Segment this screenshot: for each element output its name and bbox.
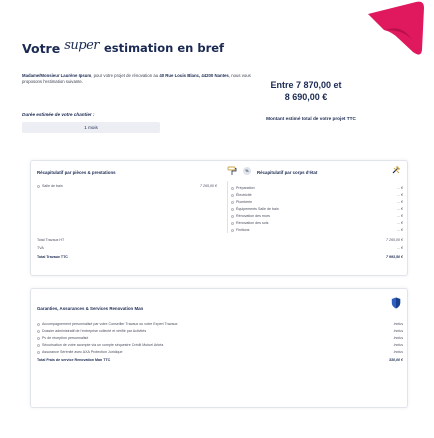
paint-roller-icon xyxy=(227,166,237,176)
guarantee-label: Assurance Sérénité avec AXA Protection Juridique xyxy=(42,350,123,354)
estimate-range-line1: Entre 7 870,00 et xyxy=(270,80,342,90)
lot-row xyxy=(231,206,403,212)
guarantee-value: Inclus xyxy=(393,343,403,347)
guarantees-total-row xyxy=(37,357,403,363)
guarantees-card xyxy=(30,288,408,408)
bullet-icon xyxy=(37,330,40,333)
bullet-icon xyxy=(37,351,40,354)
total-ht-value: 7 265,00 € xyxy=(386,238,403,242)
brand-logo-icon xyxy=(364,0,434,62)
lot-row xyxy=(231,199,403,205)
lot-value: ... € xyxy=(397,207,403,211)
lot-row xyxy=(231,227,403,233)
intro-text-2: , nous vous proposons l'estimation suivante. xyxy=(22,73,251,84)
guarantee-label: Dossier administratif de l'entreprise collecté et vérifié par Activités xyxy=(42,329,147,333)
lot-row xyxy=(231,213,403,219)
guarantee-label: Accompagnement personnalisé par votre Conseiller Travaux ou votre Expert Travaux xyxy=(42,322,178,326)
guarantee-value: Inclus xyxy=(393,329,403,333)
lot-label: Finitions xyxy=(236,228,250,232)
bullet-icon xyxy=(231,222,234,225)
room-value: 7 265,00 € xyxy=(200,184,217,188)
guarantee-row xyxy=(37,328,403,334)
bullet-icon xyxy=(37,337,40,340)
lot-label: Électricité xyxy=(236,193,252,197)
client-name: Madame/Monsieur Laurène Ipsum xyxy=(22,73,92,78)
guarantee-value: Inclus xyxy=(393,322,403,326)
bullet-icon xyxy=(231,208,234,211)
lot-value: ... € xyxy=(397,228,403,232)
guarantees-total-label: Total Frais de service Renovation Man TTC xyxy=(37,358,111,362)
total-ht-row xyxy=(37,237,403,243)
guarantee-row xyxy=(37,342,403,348)
guarantees-title: Garanties, Assurances & Services Renovation Man xyxy=(37,306,144,311)
estimate-range xyxy=(236,79,376,103)
guarantee-row xyxy=(37,335,403,341)
bullet-icon xyxy=(231,194,234,197)
recap-card xyxy=(30,160,408,276)
intro-text xyxy=(22,73,252,84)
lots-title: Récapitulatif par corps d'état xyxy=(257,170,318,175)
room-label: Salle de bain xyxy=(42,184,63,188)
estimate-caption: Montant estimé total de votre projet TTC xyxy=(266,116,356,121)
guarantee-label: Sécurisation de votre acompte via un compte séquestre Crédit Mutuel Arkéa xyxy=(42,343,164,347)
lot-value: ... € xyxy=(397,214,403,218)
percent-badge-icon: % xyxy=(243,167,251,175)
total-ttc-value: 7 993,50 € xyxy=(386,255,403,259)
page-title xyxy=(22,36,224,60)
column-divider xyxy=(227,181,228,233)
duration-label: Durée estimée de votre chantier : xyxy=(22,112,95,117)
room-row xyxy=(37,183,217,189)
estimate-range-line2: 8 690,00 € xyxy=(284,92,328,102)
guarantee-value: Inclus xyxy=(393,350,403,354)
bullet-icon xyxy=(231,187,234,190)
lot-row xyxy=(231,220,403,226)
bullet-icon xyxy=(37,185,40,188)
guarantee-label: Pv de réception personnalisé xyxy=(42,336,89,340)
shield-icon xyxy=(391,297,401,309)
tva-label: TVA xyxy=(37,246,44,250)
bullet-icon xyxy=(37,344,40,347)
guarantee-row xyxy=(37,349,403,355)
intro-text-1: , pour votre projet de rénovation au xyxy=(91,73,160,78)
lot-row xyxy=(231,185,403,191)
total-ttc-row xyxy=(37,254,403,260)
lot-row xyxy=(231,192,403,198)
bullet-icon xyxy=(231,229,234,232)
bullet-icon xyxy=(231,201,234,204)
guarantee-value: Inclus xyxy=(393,336,403,340)
project-address: 40 Rue Louis Blanc, 44200 Nantes xyxy=(159,73,229,78)
lot-value: ... € xyxy=(397,193,403,197)
lot-label: Rénovation des sols xyxy=(236,221,269,225)
title-prefix: Votre xyxy=(22,40,61,56)
lot-label: Équipements Salle de bain xyxy=(236,207,279,211)
rooms-title: Récapitulatif par pièces & prestations xyxy=(37,170,116,175)
title-suffix: estimation en bref xyxy=(103,41,225,55)
lot-label: Préparation xyxy=(236,186,255,190)
total-ht-label: Total Travaux HT xyxy=(37,238,65,242)
tva-value: ... € xyxy=(397,246,403,250)
tva-row xyxy=(37,245,403,251)
total-ttc-label: Total Travaux TTC xyxy=(37,255,68,259)
lot-value: ... € xyxy=(397,200,403,204)
guarantee-row xyxy=(37,321,403,327)
duration-value: 1 mois xyxy=(22,122,160,133)
lot-value: ... € xyxy=(397,221,403,225)
bullet-icon xyxy=(37,323,40,326)
bullet-icon xyxy=(231,215,234,218)
lot-label: Plomberie xyxy=(236,200,253,204)
lot-value: ... € xyxy=(397,186,403,190)
lot-label: Rénovation des murs xyxy=(236,214,270,218)
hammer-wrench-icon xyxy=(391,165,401,175)
guarantees-total-value: 330,00 € xyxy=(389,358,403,362)
title-script: super xyxy=(64,37,99,53)
